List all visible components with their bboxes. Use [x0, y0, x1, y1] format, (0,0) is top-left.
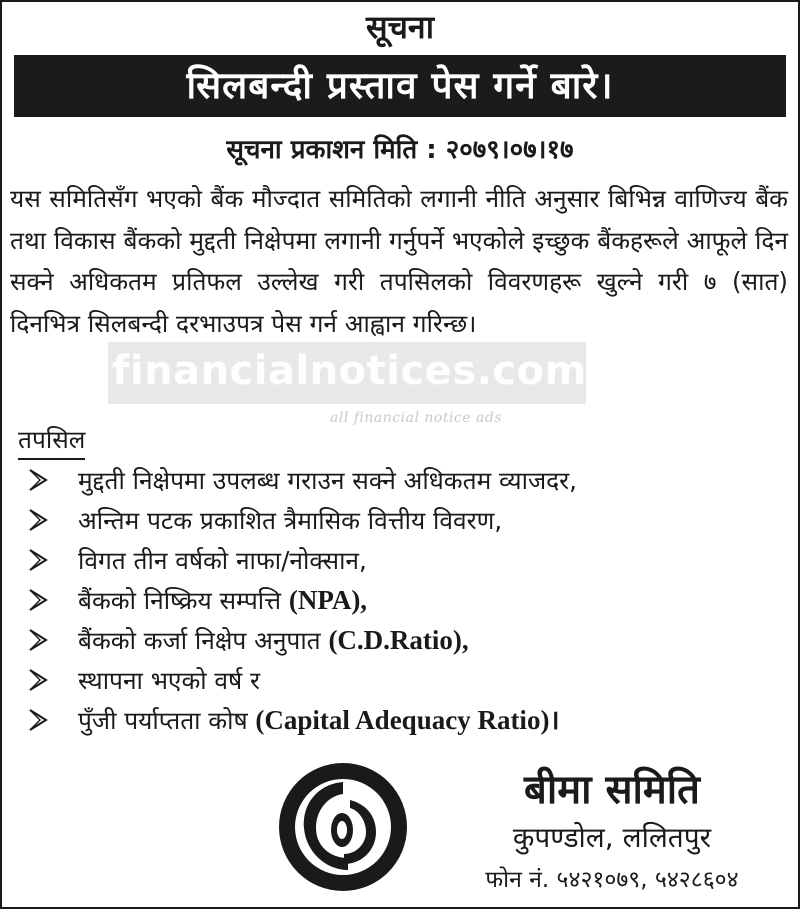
list-heading: तपसिल: [18, 422, 85, 460]
list-item-latin: (C.D.Ratio),: [328, 624, 469, 655]
watermark-text: financialnotices.com: [112, 348, 587, 394]
organization-phone: फोन नं. ५४२१०७९, ५४२८६०४: [485, 867, 739, 893]
arrowhead-bullet-icon: [28, 548, 48, 572]
organization-name: बीमा समिति: [524, 767, 700, 813]
arrowhead-bullet-icon: [28, 508, 48, 532]
watermark-tagline: all financial notice ads: [330, 410, 503, 426]
notice-title: सूचना: [365, 8, 434, 46]
list-item-text: विगत तीन वर्षको नाफा/नोक्सान,: [78, 545, 367, 575]
beema-samiti-logo-icon: [276, 760, 410, 894]
organization-address: कुपण्डोल, ललितपुर: [512, 821, 712, 854]
notice-body: यस समितिसँग भएको बैंक मौज्दात समितिको लगानी नीति अनुसार बिभिन्न वाणिज्य बैंक तथा विकास बैंकको मुद्दती निक्षेपमा लगानी गर्नुपर्ने भएकोले इच्छुक बैंकहरूले आफूले दिन सक्ने अधिकतम प्रतिफल उल्लेख गरी तपसिलको विवरणहरू खुल्ने गरी ७ (सात) दिनभित्र सिलबन्दी दरभाउपत्र पेस गर्न आह्वान गरिन्छ।: [10, 184, 788, 338]
list-item-text: बैंकको कर्जा निक्षेप अनुपात: [78, 625, 329, 655]
list-item-text: मुद्दती निक्षेपमा उपलब्ध गराउन सक्ने अधिकतम व्याजदर,: [78, 465, 577, 495]
arrowhead-bullet-icon: [28, 708, 48, 732]
list-item-text: अन्तिम पटक प्रकाशित त्रैमासिक वित्तीय विवरण,: [78, 505, 503, 535]
arrowhead-bullet-icon: [28, 628, 48, 652]
arrowhead-bullet-icon: [28, 588, 48, 612]
subject-banner: [14, 55, 786, 117]
arrowhead-bullet-icon: [28, 468, 48, 492]
publication-date: सूचना प्रकाशन मिति : २०७९।०७।१७: [226, 135, 574, 165]
list-item-text: बैंकको निष्क्रिय सम्पत्ति: [78, 585, 289, 615]
list-item-text: पुँजी पर्याप्तता कोष: [78, 705, 256, 735]
subject-text: सिलबन्दी प्रस्ताव पेस गर्ने बारे।: [186, 64, 614, 107]
arrowhead-bullet-icon: [28, 668, 48, 692]
list-item-latin: (Capital Adequacy Ratio)।: [255, 704, 560, 735]
list-item-latin: (NPA),: [288, 584, 368, 615]
list-item-text: स्थापना भएको वर्ष र: [78, 665, 261, 695]
